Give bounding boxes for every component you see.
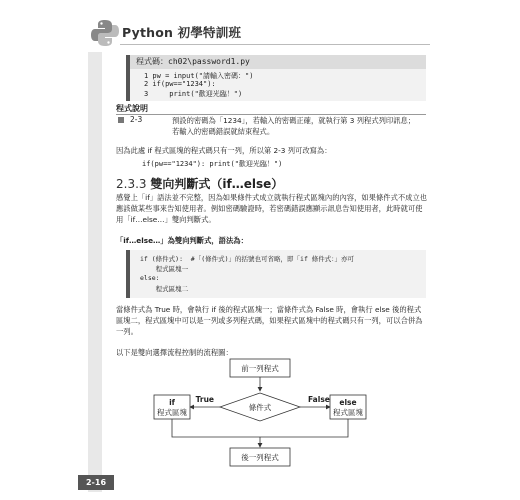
code-line: if (條件式): #「(條件式)」的括號也可省略，即「if 條件式：」亦可: [140, 255, 355, 263]
flowchart: [150, 355, 370, 470]
flow-top-label: 前一列程式: [241, 364, 279, 373]
flow-false-label: False: [308, 395, 330, 404]
side-strip: [88, 52, 102, 492]
syntax-code-box: [126, 250, 426, 298]
code-line: 1 pw = input("請輸入密碼："): [144, 72, 254, 80]
book-title: Python 初學特訓班: [122, 25, 242, 40]
explanation-item-text: 預設的密碼為「1234」，若輸入的密碼正確，就執行第 3 列程式列印訊息；若輸入的密碼錯誤就結束程式。: [172, 116, 416, 136]
flow-if-title: if: [169, 398, 175, 407]
flow-condition-label: 條件式: [248, 403, 272, 412]
bullet-icon: [118, 117, 124, 123]
section-number: 2.3.3: [116, 177, 147, 191]
code-line: else:: [140, 274, 160, 282]
code-box-body: [126, 69, 426, 101]
code-line: 3 print("歡迎光臨！"): [144, 90, 243, 98]
code-single-line: if(pw=="1234"): print("歡迎光臨！"): [142, 160, 283, 168]
code-line: 程式區塊一: [140, 265, 189, 273]
paragraph-explain: 當條件式為 True 時，會執行 if 後的程式區塊一；當條件式為 False 時，會執行 else 後的程式區塊二，程式區塊中可以是一列或多列程式碼，如果程式區塊中的程式碼只有一列，可以合併為一列。: [116, 305, 423, 336]
section-title: 雙向判斷式（if…else）: [150, 177, 284, 191]
code-line: 程式區塊二: [140, 285, 189, 293]
paragraph-single-line: 因為此處 if 程式區塊的程式碼只有一列，所以第 2-3 列可改寫為：: [116, 146, 332, 155]
header-divider: [120, 44, 430, 45]
paragraph-intro: 感覺上「if」語法並不完整，因為如果條件式成立就執行程式區塊內的內容，如果條件式不成立也應該做某些事來告知使用者。例如密碼驗證時，若密碼錯誤應顯示訊息告知使用者，此時就可使用「if…else…」雙向判斷式。: [116, 193, 428, 224]
code-line: 2 if(pw=="1234"):: [144, 80, 216, 88]
flow-if-body: 程式區塊: [157, 408, 187, 417]
page-number: 2-16: [78, 475, 114, 490]
explanation-heading: 程式說明: [116, 104, 148, 113]
flow-else-title: else: [339, 398, 357, 407]
python-logo-icon: [90, 18, 120, 48]
explanation-item-number: 2-3: [130, 115, 143, 124]
flow-true-label: True: [195, 395, 214, 404]
flow-bottom-label: 後一列程式: [241, 453, 279, 462]
paragraph-syntax: 「if…else…」為雙向判斷式，語法為：: [116, 236, 248, 245]
code-box-title: 程式碼：ch02\password1.py: [126, 55, 426, 69]
flow-else-body: 程式區塊: [333, 408, 363, 417]
section-heading: [116, 175, 283, 192]
paragraph-flow-intro: 以下是雙向選擇流程控制的流程圖：: [116, 348, 233, 357]
